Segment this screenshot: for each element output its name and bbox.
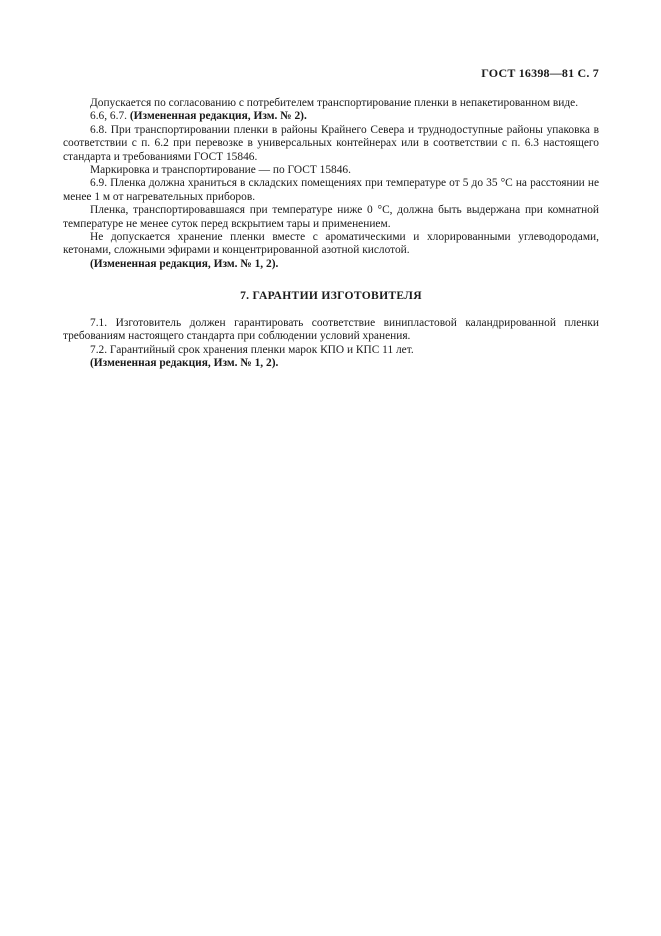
page-header: ГОСТ 16398—81 С. 7 xyxy=(481,66,599,80)
paragraph-marking xyxy=(63,164,599,177)
paragraph-text: 7.2. Гарантийный срок хранения пленки марок КПО и КПС 11 лет. xyxy=(90,343,414,356)
amendment-note xyxy=(63,258,599,271)
paragraph-packaging-note xyxy=(63,97,599,110)
paragraph-6-9 xyxy=(63,177,599,204)
paragraph-text: 6.9. Пленка должна храниться в складских помещениях при температуре от 5 до 35 °С на расстоянии не менее 1 м от нагревательных приборов. xyxy=(63,177,599,203)
amendment-text: (Измененная редакция, Изм. № 1, 2). xyxy=(90,257,279,270)
clause-number: 6.6, 6.7. xyxy=(90,110,130,123)
paragraph-storage-restriction xyxy=(63,231,599,258)
paragraph-6-8 xyxy=(63,124,599,164)
paragraph-text: Маркировка и транспортирование — по ГОСТ 15846. xyxy=(90,164,351,177)
amendment-note xyxy=(63,357,599,370)
paragraph-text: Допускается по согласованию с потребителем транспортирование пленки в непакетированном виде. xyxy=(90,97,579,109)
paragraph-6-6-6-7 xyxy=(63,110,599,123)
amendment-text: (Измененная редакция, Изм. № 1, 2). xyxy=(90,356,279,369)
amendment-note: (Измененная редакция, Изм. № 2). xyxy=(129,110,307,123)
paragraph-text: Не допускается хранение пленки вместе с ароматическими и хлорированными углеводородами, кетонами, сложными эфирами и концентрированной азотной кислотой. xyxy=(63,231,599,257)
paragraph-low-temperature xyxy=(63,204,599,231)
paragraph-text: Пленка, транспортировавшаяся при температуре ниже 0 °С, должна быть выдержана при комнатной температуре не менее суток перед вскрытием тары и применением. xyxy=(63,204,599,230)
paragraph-text: 7.1. Изготовитель должен гарантировать соответствие винипластовой каландрированной пленки требованиям настоящего стандарта при соблюдении условий хранения. xyxy=(63,316,599,343)
paragraph-text: 6.8. При транспортировании пленки в районы Крайнего Севера и труднодоступные районы упаковка в соответствии с п. 6.2 при перевозке в универсальных контейнерах или в соответствии с п. 6.3 настоящего стандарта и требованиями ГОСТ 15846. xyxy=(63,123,599,163)
section-title: 7. ГАРАНТИИ ИЗГОТОВИТЕЛЯ xyxy=(240,289,422,303)
paragraph-7-2 xyxy=(63,344,599,357)
paragraph-7-1 xyxy=(63,317,599,344)
document-body xyxy=(63,97,599,370)
